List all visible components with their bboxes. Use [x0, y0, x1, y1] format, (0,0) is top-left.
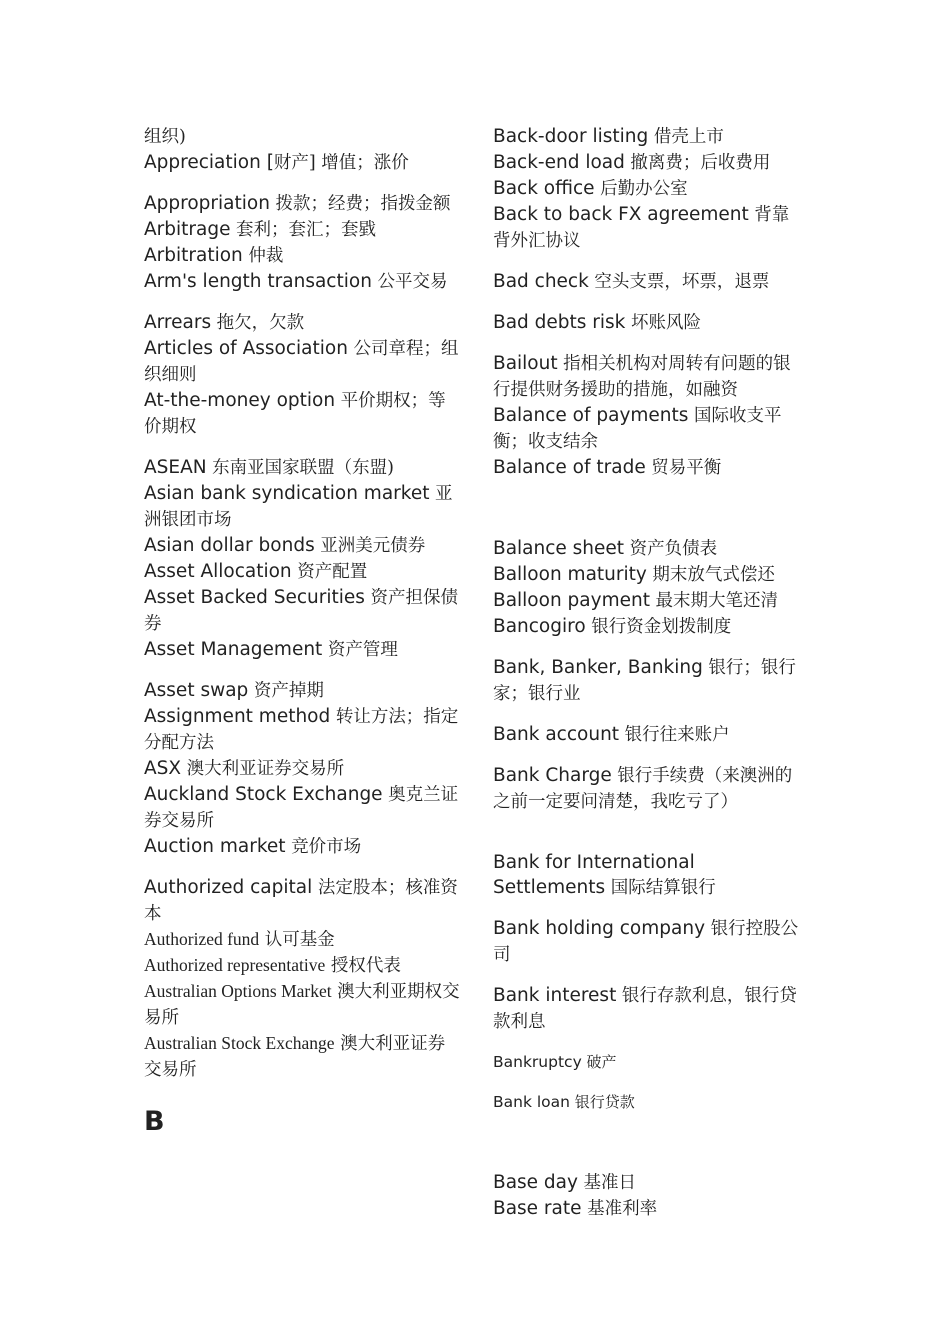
glossary-entry: Bank loan 银行贷款: [493, 1093, 635, 1111]
glossary-entry: Authorized representative 授权代表: [144, 955, 401, 976]
glossary-entry: Asset Backed Securities 资产担保债券: [144, 587, 458, 634]
glossary-entry: Balloon maturity 期末放气式偿还: [493, 564, 775, 585]
section-letter-heading: B: [144, 1106, 165, 1137]
glossary-entry: Bank interest 银行存款利息，银行贷款利息: [493, 985, 797, 1032]
glossary-entry: Balance sheet 资产负债表: [493, 538, 718, 559]
glossary-entry: Auction market 竞价市场: [144, 836, 362, 857]
glossary-entry: Assignment method 转让方法；指定分配方法: [144, 706, 459, 753]
right-column: [493, 124, 805, 1222]
glossary-entry: Back-end load 撤离费；后收费用: [493, 152, 771, 173]
glossary-entry: Bank account 银行往来账户: [493, 724, 730, 745]
glossary-entry: Balance of trade 贸易平衡: [493, 457, 722, 478]
glossary-entry: Asset swap 资产掉期: [144, 680, 324, 701]
glossary-entry: Arm's length transaction 公平交易: [144, 271, 448, 292]
glossary-entry: Balance of payments 国际收支平衡；收支结余: [493, 405, 782, 452]
glossary-entry: Balloon payment 最末期大笔还清: [493, 590, 779, 611]
glossary-entry: Base rate 基准利率: [493, 1198, 658, 1219]
left-column: [144, 124, 462, 1137]
glossary-entry: Bad check 空头支票，坏票，退票: [493, 271, 770, 292]
glossary-entry: Bad debts risk 坏账风险: [493, 312, 701, 333]
glossary-entry: Back to back FX agreement 背靠背外汇协议: [493, 204, 790, 251]
glossary-entry: ASEAN 东南亚国家联盟（东盟): [144, 457, 394, 478]
glossary-entry: Base day 基准日: [493, 1172, 637, 1193]
glossary-entry: Arrears 拖欠，欠款: [144, 312, 305, 333]
glossary-entry: Bank holding company 银行控股公司: [493, 918, 799, 965]
glossary-entry: Australian Options Market 澳大利亚期权交易所: [144, 981, 460, 1028]
glossary-entry: Asset Allocation 资产配置: [144, 561, 368, 582]
glossary-entry: Bank Charge 银行手续费（来澳洲的之前一定要问清楚，我吃亏了）: [493, 765, 793, 812]
glossary-entry: At-the-money option 平价期权；等价期权: [144, 390, 446, 437]
glossary-entry: Bailout 指相关机构对周转有问题的银行提供财务援助的措施，如融资: [493, 353, 791, 400]
glossary-entry: Appreciation [财产] 增值；涨价: [144, 152, 409, 173]
glossary-entry: ASX 澳大利亚证券交易所: [144, 758, 345, 779]
glossary-entry: Bank, Banker, Banking 银行；银行家；银行业: [493, 657, 796, 704]
glossary-entry: Auckland Stock Exchange 奥克兰证券交易所: [144, 784, 459, 831]
glossary-entry: Authorized capital 法定股本；核准资本: [144, 877, 458, 924]
glossary-entry: Arbitrage 套利；套汇；套戥: [144, 219, 377, 240]
glossary-entry: Back office 后勤办公室: [493, 178, 688, 199]
glossary-entry: Bancogiro 银行资金划拨制度: [493, 616, 732, 637]
glossary-entry: Asset Management 资产管理: [144, 639, 398, 660]
glossary-entry: Articles of Association 公司章程；组织细则: [144, 338, 459, 385]
glossary-entry: Australian Stock Exchange 澳大利亚证券交易所: [144, 1033, 446, 1080]
glossary-entry: Asian dollar bonds 亚洲美元债券: [144, 535, 426, 556]
glossary-entry: Back-door listing 借壳上市: [493, 126, 724, 147]
glossary-entry: Bankruptcy 破产: [493, 1053, 617, 1071]
glossary-entry: Asian bank syndication market 亚洲银团市场: [144, 483, 453, 530]
glossary-entry: 组织): [144, 127, 186, 147]
glossary-entry: Bank for International Settlements 国际结算银行: [493, 852, 716, 898]
glossary-entry: Arbitration 仲裁: [144, 245, 284, 266]
glossary-entry: Appropriation 拨款；经费；指拨金额: [144, 193, 451, 214]
glossary-entry: Authorized fund 认可基金: [144, 929, 335, 950]
